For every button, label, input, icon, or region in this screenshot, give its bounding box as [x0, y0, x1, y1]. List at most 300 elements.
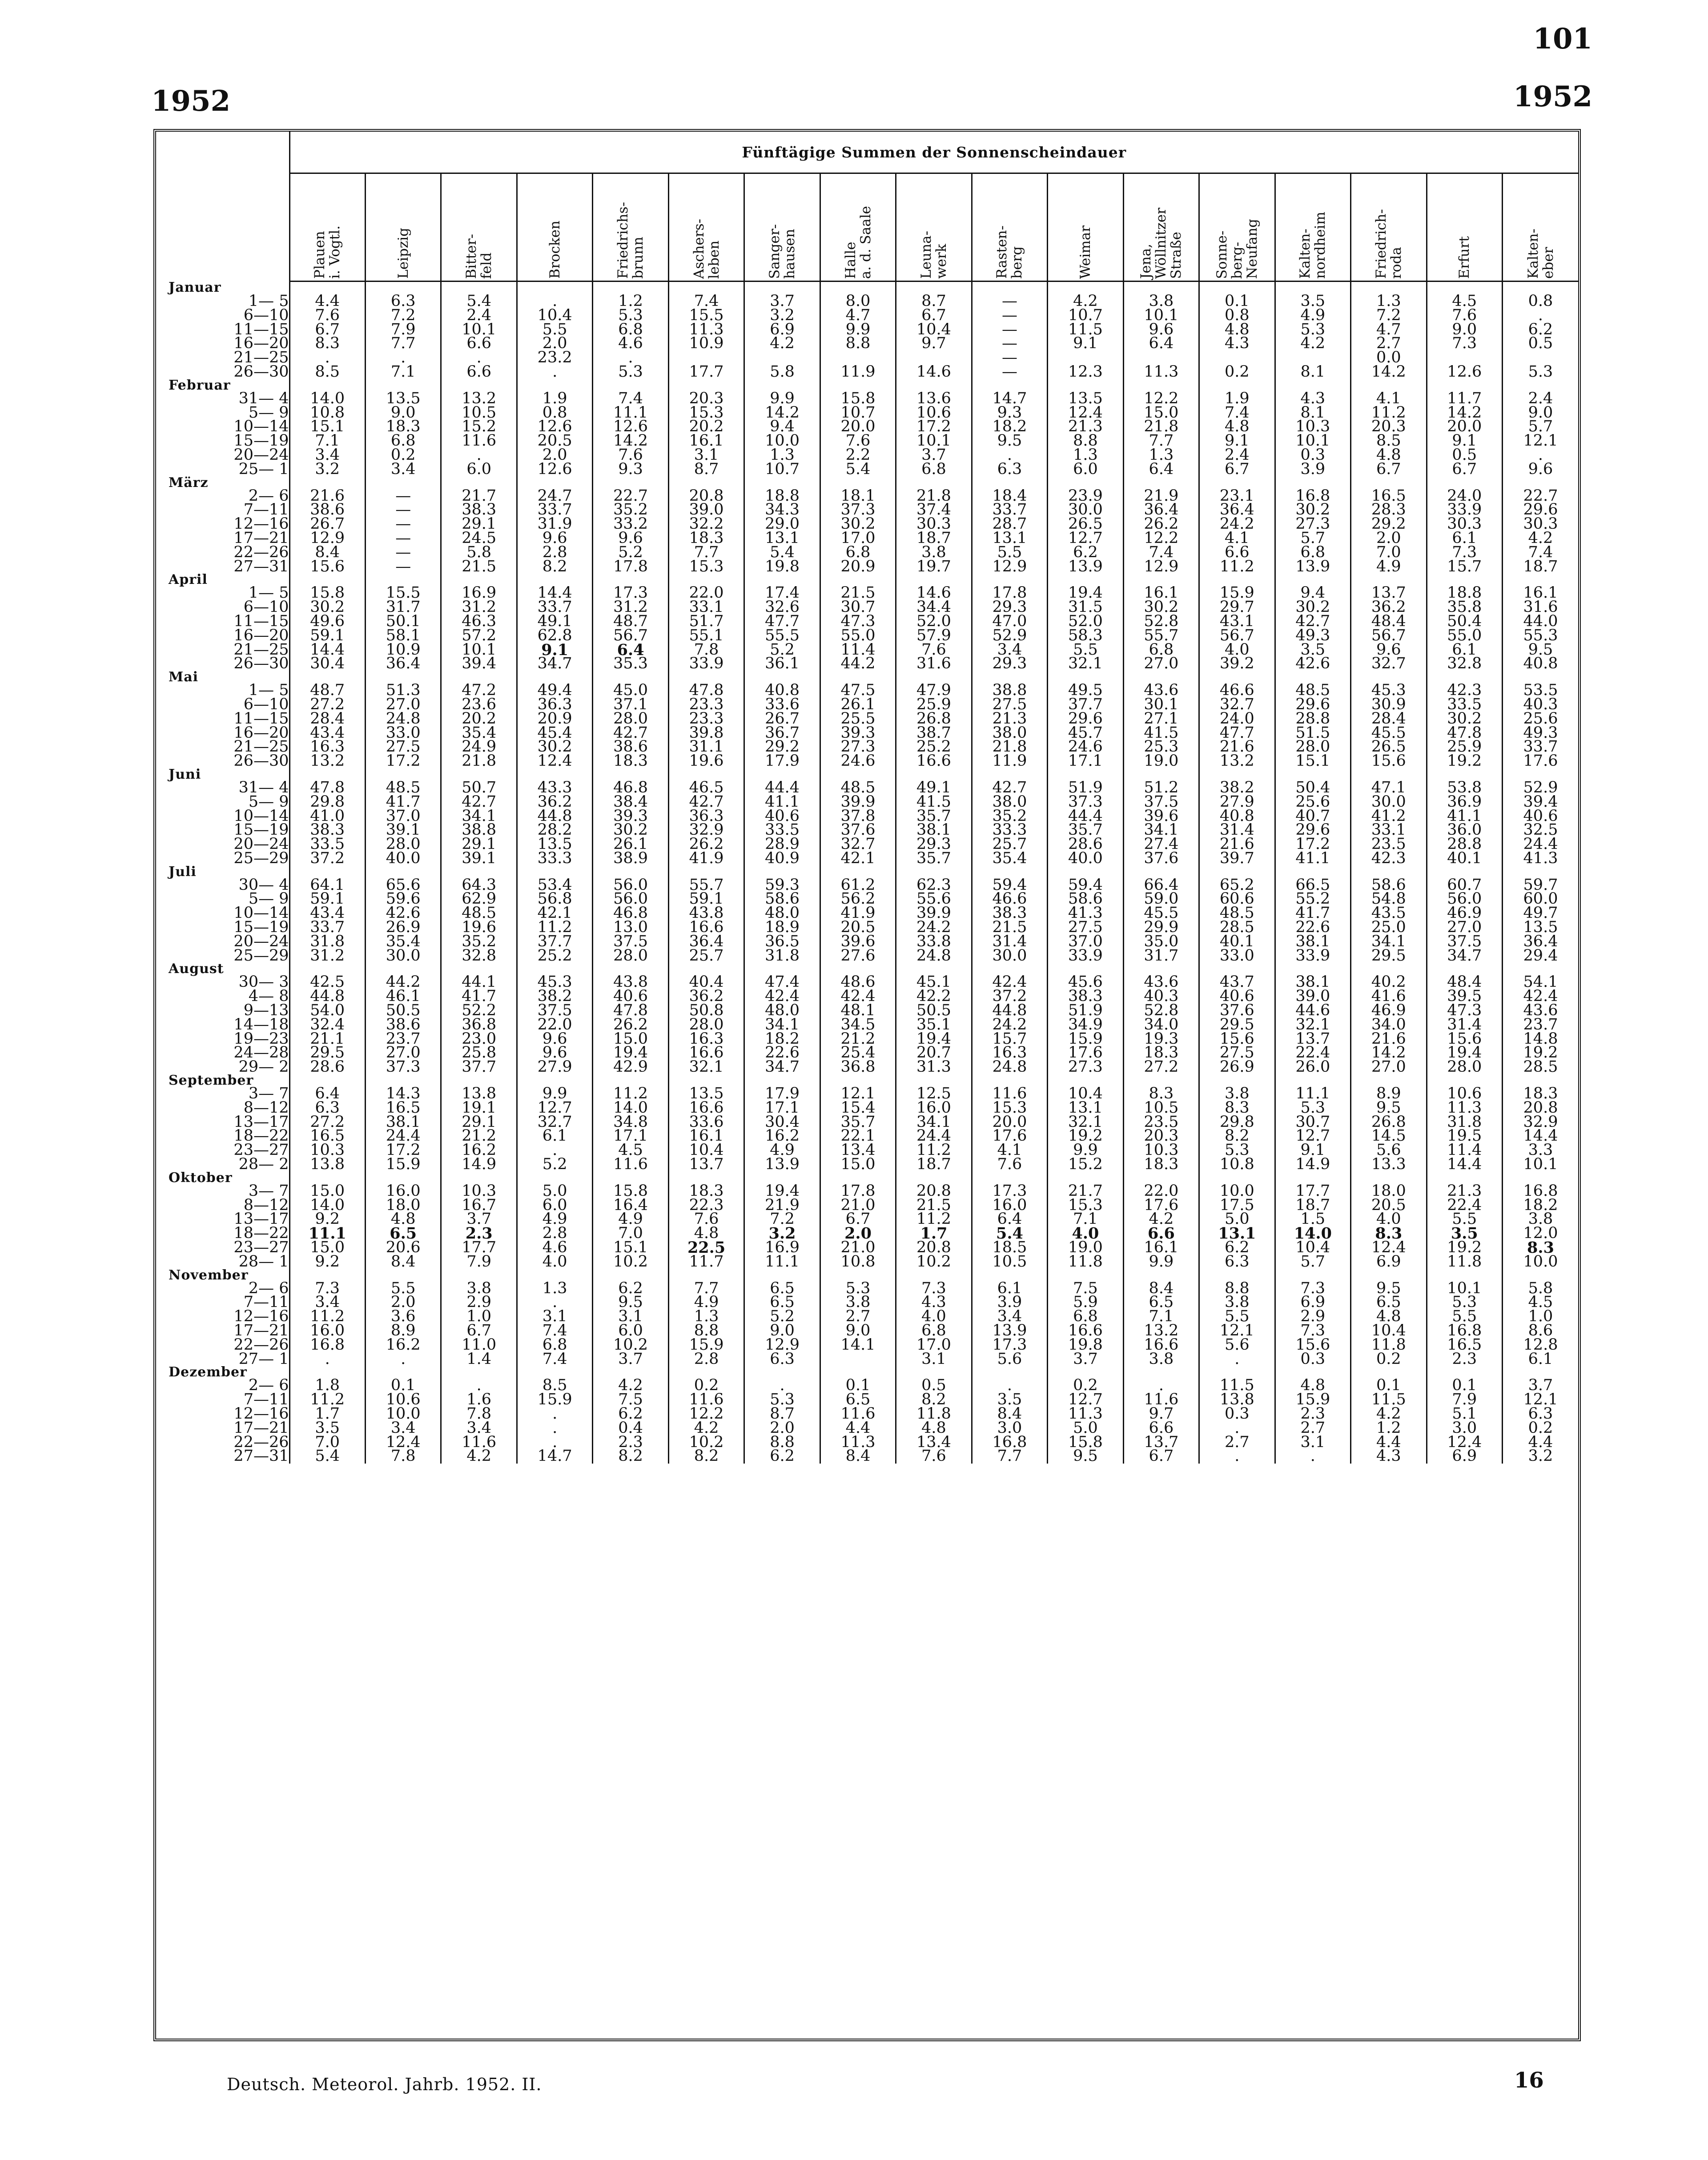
value-cell: 3.5 — [1275, 294, 1350, 309]
value-cell: 31.7 — [365, 600, 441, 615]
value-cell: 16.3 — [972, 1046, 1047, 1060]
value-cell: 30.0 — [365, 949, 441, 963]
value-cell: 20.5 — [517, 434, 592, 448]
value-cell: 2.0 — [517, 337, 592, 351]
value-cell: 13.5 — [365, 392, 441, 406]
value-cell: 33.3 — [972, 823, 1047, 837]
value-cell: 38.6 — [289, 503, 365, 517]
value-cell: 2.0 — [365, 1295, 441, 1310]
value-cell: 4.3 — [1275, 392, 1350, 406]
value-cell: 18.3 — [593, 754, 668, 768]
value-cell: 59.4 — [1048, 878, 1123, 893]
value-cell: 32.1 — [668, 1060, 744, 1074]
value-cell: 4.9 — [593, 1212, 668, 1227]
value-cell: 42.1 — [517, 906, 592, 921]
period-label: 10—14 — [233, 904, 289, 922]
value-cell: 50.4 — [1427, 615, 1502, 629]
value-cell: 9.5 — [1503, 643, 1579, 657]
value-cell: 8.8 — [1199, 1282, 1275, 1296]
value-cell: 17.6 — [1048, 1046, 1123, 1060]
value-cell: 4.8 — [1275, 1379, 1350, 1393]
value-cell: 3.5 — [1427, 1227, 1502, 1241]
value-cell: 36.4 — [1199, 503, 1275, 517]
value-cell: 23.9 — [1048, 489, 1123, 503]
value-cell: 47.8 — [289, 781, 365, 795]
value-cell: 24.4 — [1503, 837, 1579, 852]
value-cell: 0.8 — [1503, 294, 1579, 309]
value-cell: 2.0 — [1351, 531, 1427, 546]
value-cell: 38.6 — [365, 1018, 441, 1032]
value-cell: 1.2 — [1351, 1421, 1427, 1436]
value-cell: 3.5 — [289, 1421, 365, 1436]
value-cell: 7.4 — [517, 1324, 592, 1338]
value-cell: 39.3 — [820, 726, 896, 740]
value-cell: 15.3 — [972, 1101, 1047, 1115]
value-cell: 5.3 — [1427, 1295, 1502, 1310]
value-cell: 3.0 — [972, 1421, 1047, 1436]
value-cell: 59.7 — [1503, 878, 1579, 893]
value-cell: 5.6 — [1199, 1338, 1275, 1352]
value-cell: 0.4 — [593, 1421, 668, 1436]
period-label: 29— 2 — [238, 1058, 289, 1076]
value-cell: 8.5 — [289, 365, 365, 379]
value-cell: 56.0 — [593, 878, 668, 893]
value-cell: 42.7 — [441, 795, 517, 809]
value-cell: 15.6 — [1199, 1032, 1275, 1046]
value-cell: 39.0 — [1275, 989, 1350, 1004]
value-cell: 10.1 — [441, 323, 517, 337]
value-cell: 51.5 — [1275, 726, 1350, 740]
value-cell: 1.3 — [1351, 294, 1427, 309]
value-cell: 8.8 — [1048, 434, 1123, 448]
value-cell: 6.0 — [517, 1199, 592, 1213]
value-cell: 43.8 — [668, 906, 744, 921]
value-cell: 23.5 — [1351, 837, 1427, 852]
value-cell: 11.9 — [972, 754, 1047, 768]
value-cell: 30.0 — [1048, 503, 1123, 517]
value-cell: 6.2 — [593, 1407, 668, 1421]
value-cell: 30.1 — [1123, 698, 1199, 712]
value-cell: 31.5 — [1048, 600, 1123, 615]
value-cell: 18.2 — [1503, 1199, 1579, 1213]
period-label: 13—17 — [233, 1210, 289, 1228]
value-cell: 7.1 — [289, 434, 365, 448]
value-cell: 31.1 — [668, 740, 744, 754]
table-row — [156, 1158, 1578, 1172]
value-cell: 30.2 — [517, 740, 592, 754]
value-cell: 19.8 — [1048, 1338, 1123, 1352]
value-cell: — — [365, 503, 441, 517]
value-cell: 14.9 — [1275, 1158, 1350, 1172]
value-cell: 11.2 — [289, 1310, 365, 1324]
value-cell: 10.2 — [593, 1255, 668, 1269]
value-cell: 15.5 — [365, 586, 441, 600]
value-cell: 56.7 — [1199, 629, 1275, 643]
value-cell: — — [972, 337, 1047, 351]
value-cell: 9.3 — [972, 406, 1047, 420]
value-cell: 9.9 — [1123, 1255, 1199, 1269]
value-cell: . — [517, 365, 592, 379]
value-cell: 3.4 — [289, 1295, 365, 1310]
value-cell: 1.0 — [1503, 1310, 1579, 1324]
value-cell: 10.8 — [289, 406, 365, 420]
value-cell: 5.8 — [441, 546, 517, 560]
value-cell: 11.2 — [1199, 560, 1275, 574]
value-cell: 28.4 — [1351, 712, 1427, 726]
value-cell: 3.6 — [365, 1310, 441, 1324]
value-cell: 6.2 — [744, 1449, 820, 1464]
table-title: Fünftägige Summen der Sonnenscheindauer — [289, 132, 1578, 173]
value-cell: 6.5 — [1123, 1295, 1199, 1310]
value-cell: 55.3 — [1503, 629, 1579, 643]
value-cell: 4.1 — [1351, 392, 1427, 406]
value-cell: 1.3 — [668, 1310, 744, 1324]
value-cell: 19.1 — [441, 1101, 517, 1115]
value-cell: 13.8 — [1199, 1393, 1275, 1407]
value-cell: 13.2 — [441, 392, 517, 406]
value-cell: 33.6 — [668, 1115, 744, 1130]
value-cell: 32.1 — [1048, 657, 1123, 671]
value-cell: 42.3 — [1427, 684, 1502, 698]
value-cell: 5.7 — [1275, 1255, 1350, 1269]
value-cell: 7.6 — [972, 1158, 1047, 1172]
value-cell: 12.9 — [972, 560, 1047, 574]
value-cell: 62.3 — [896, 878, 972, 893]
value-cell: 13.5 — [668, 1087, 744, 1101]
value-cell: 40.2 — [1351, 975, 1427, 989]
value-cell: 65.6 — [365, 878, 441, 893]
value-cell: 27.1 — [1123, 712, 1199, 726]
value-cell: 55.6 — [896, 892, 972, 906]
value-cell: 0.2 — [668, 1379, 744, 1393]
value-cell: 42.6 — [365, 906, 441, 921]
value-cell: 7.4 — [517, 1352, 592, 1367]
value-cell: — — [972, 294, 1047, 309]
value-cell: 3.4 — [289, 448, 365, 463]
value-cell: 5.6 — [1351, 1143, 1427, 1158]
value-cell: 4.0 — [1048, 1227, 1123, 1241]
station-header — [441, 173, 517, 282]
value-cell: 24.8 — [972, 1060, 1047, 1074]
value-cell: 15.3 — [668, 560, 744, 574]
value-cell: 20.6 — [365, 1241, 441, 1255]
value-cell: 16.1 — [1123, 586, 1199, 600]
value-cell: 15.9 — [1048, 1032, 1123, 1046]
period-label: 21—25 — [233, 640, 289, 659]
value-cell: . — [517, 1143, 592, 1158]
value-cell: 10.5 — [441, 406, 517, 420]
value-cell: 13.9 — [744, 1158, 820, 1172]
value-cell: 3.2 — [744, 1227, 820, 1241]
value-cell: 4.2 — [593, 1379, 668, 1393]
value-cell: 6.9 — [1275, 1295, 1350, 1310]
value-cell: 9.2 — [289, 1212, 365, 1227]
value-cell: 60.6 — [1199, 892, 1275, 906]
period-label: 31— 4 — [238, 778, 289, 796]
station-header — [1048, 173, 1123, 282]
value-cell: 39.4 — [1503, 795, 1579, 809]
value-cell: 21.8 — [441, 754, 517, 768]
value-cell: 19.4 — [744, 1184, 820, 1199]
value-cell: 39.9 — [820, 795, 896, 809]
value-cell: 28.8 — [1275, 712, 1350, 726]
value-cell: 42.5 — [289, 975, 365, 989]
value-cell: 52.0 — [896, 615, 972, 629]
value-cell: 6.1 — [972, 1282, 1047, 1296]
value-cell: 27.5 — [972, 698, 1047, 712]
value-cell: 50.4 — [1275, 781, 1350, 795]
value-cell: 17.1 — [1048, 754, 1123, 768]
value-cell: 8.3 — [289, 337, 365, 351]
value-cell: 20.0 — [1427, 420, 1502, 434]
value-cell: 40.3 — [1123, 989, 1199, 1004]
value-cell: 4.2 — [1351, 1407, 1427, 1421]
value-cell: 7.8 — [365, 1449, 441, 1464]
table-row — [156, 1352, 1578, 1367]
value-cell: 29.7 — [1199, 600, 1275, 615]
value-cell: 0.8 — [1199, 309, 1275, 323]
value-cell: 10.9 — [668, 337, 744, 351]
value-cell: 11.3 — [1123, 365, 1199, 379]
value-cell: 10.2 — [593, 1338, 668, 1352]
value-cell: 17.3 — [593, 586, 668, 600]
value-cell: 37.0 — [365, 809, 441, 824]
value-cell: 2.7 — [820, 1310, 896, 1324]
value-cell: 28.0 — [668, 1018, 744, 1032]
value-cell: 31.4 — [1199, 823, 1275, 837]
value-cell: 0.8 — [517, 406, 592, 420]
value-cell: 14.2 — [1427, 406, 1502, 420]
value-cell: 6.4 — [1123, 463, 1199, 477]
value-cell: 10.2 — [896, 1255, 972, 1269]
value-cell: 6.2 — [593, 1282, 668, 1296]
value-cell: 40.0 — [1048, 852, 1123, 866]
value-cell: 1.3 — [744, 448, 820, 463]
station-header — [972, 173, 1047, 282]
value-cell: 5.2 — [593, 546, 668, 560]
value-cell: 31.8 — [744, 949, 820, 963]
value-cell: 3.8 — [1123, 1352, 1199, 1367]
value-cell: 29.1 — [441, 517, 517, 531]
value-cell: 42.4 — [820, 989, 896, 1004]
value-cell: 13.9 — [972, 1324, 1047, 1338]
value-cell: 39.8 — [668, 726, 744, 740]
value-cell: 5.6 — [972, 1352, 1047, 1367]
period-label: 27— 1 — [238, 1350, 289, 1368]
value-cell: 6.7 — [1123, 1449, 1199, 1464]
value-cell: 18.2 — [972, 420, 1047, 434]
value-cell: 9.0 — [365, 406, 441, 420]
value-cell: 3.0 — [1427, 1421, 1502, 1436]
value-cell: 5.2 — [744, 643, 820, 657]
value-cell: 8.2 — [593, 1449, 668, 1464]
value-cell: 42.4 — [1503, 989, 1579, 1004]
value-cell: 3.1 — [517, 1310, 592, 1324]
value-cell: 31.9 — [517, 517, 592, 531]
value-cell: 33.5 — [289, 837, 365, 852]
value-cell: 10.4 — [896, 323, 972, 337]
value-cell: 0.2 — [1503, 1421, 1579, 1436]
value-cell: 24.0 — [1199, 712, 1275, 726]
value-cell: 16.9 — [744, 1241, 820, 1255]
value-cell: 35.7 — [1048, 823, 1123, 837]
header-corner — [156, 132, 289, 282]
value-cell: 4.1 — [1199, 531, 1275, 546]
value-cell: 35.8 — [1427, 600, 1502, 615]
value-cell: 14.2 — [1351, 365, 1427, 379]
value-cell: 12.2 — [1123, 392, 1199, 406]
value-cell: 9.5 — [593, 1295, 668, 1310]
value-cell: 4.9 — [517, 1212, 592, 1227]
value-cell: 5.2 — [744, 1310, 820, 1324]
value-cell: 49.1 — [517, 615, 592, 629]
value-cell: 14.2 — [593, 434, 668, 448]
value-cell: 30.4 — [289, 657, 365, 671]
value-cell: 6.8 — [896, 463, 972, 477]
value-cell: 48.5 — [1199, 906, 1275, 921]
station-header — [1351, 173, 1427, 282]
value-cell: 27.0 — [365, 698, 441, 712]
value-cell: 5.3 — [744, 1393, 820, 1407]
value-cell: 48.7 — [593, 615, 668, 629]
value-cell: 33.2 — [593, 517, 668, 531]
period-label: 18—22 — [233, 1224, 289, 1243]
value-cell: 51.7 — [668, 615, 744, 629]
value-cell: 27.2 — [1123, 1060, 1199, 1074]
value-cell: 25.4 — [820, 1046, 896, 1060]
value-cell: 13.7 — [1123, 1436, 1199, 1450]
value-cell: 4.5 — [593, 1143, 668, 1158]
value-cell: 28.6 — [289, 1060, 365, 1074]
period-label: 6—10 — [243, 598, 289, 616]
value-cell: 6.7 — [1427, 463, 1502, 477]
value-cell: 22.4 — [1275, 1046, 1350, 1060]
value-cell: 38.8 — [972, 684, 1047, 698]
table-row — [156, 463, 1578, 477]
value-cell: 16.5 — [1351, 489, 1427, 503]
value-cell: 34.5 — [820, 1018, 896, 1032]
value-cell: 4.2 — [441, 1449, 517, 1464]
value-cell: 0.2 — [1048, 1379, 1123, 1393]
value-cell: 56.7 — [1351, 629, 1427, 643]
value-cell: 3.7 — [896, 448, 972, 463]
value-cell: 11.1 — [1275, 1087, 1350, 1101]
value-cell: 4.2 — [1275, 337, 1350, 351]
period-label: 14—18 — [233, 1015, 289, 1034]
value-cell: 2.2 — [820, 448, 896, 463]
value-cell: 30.2 — [820, 517, 896, 531]
value-cell: 14.6 — [896, 365, 972, 379]
value-cell: 21.8 — [1123, 420, 1199, 434]
value-cell: 15.8 — [1048, 1436, 1123, 1450]
value-cell: 6.8 — [517, 1338, 592, 1352]
value-cell: . — [1123, 1379, 1199, 1393]
value-cell: 11.6 — [668, 1393, 744, 1407]
table-row — [156, 1338, 1578, 1352]
value-cell: 2.8 — [517, 1227, 592, 1241]
value-cell: 4.0 — [1199, 643, 1275, 657]
value-cell: 6.5 — [1351, 1295, 1427, 1310]
value-cell: 24.5 — [441, 531, 517, 546]
value-cell: 6.3 — [289, 1101, 365, 1115]
period-label: 5— 9 — [248, 890, 289, 908]
value-cell: 11.3 — [820, 1436, 896, 1450]
value-cell: 9.0 — [1427, 323, 1502, 337]
value-cell: 40.6 — [744, 809, 820, 824]
value-cell: . — [744, 1379, 820, 1393]
value-cell: 51.9 — [1048, 1004, 1123, 1018]
value-cell: 11.2 — [896, 1143, 972, 1158]
value-cell: 7.3 — [896, 1282, 972, 1296]
station-name: Plauen i. Vogtl. — [312, 225, 343, 279]
value-cell: 43.3 — [517, 781, 592, 795]
value-cell: 30.2 — [593, 823, 668, 837]
value-cell: 27.5 — [1199, 1046, 1275, 1060]
value-cell: 56.7 — [593, 629, 668, 643]
period-label: 2— 6 — [248, 487, 289, 505]
value-cell: 38.1 — [1275, 975, 1350, 989]
value-cell: 0.5 — [896, 1379, 972, 1393]
value-cell: 47.7 — [744, 615, 820, 629]
value-cell: 37.5 — [593, 935, 668, 949]
value-cell: 37.6 — [1123, 852, 1199, 866]
value-cell: 57.9 — [896, 629, 972, 643]
value-cell: 7.9 — [365, 323, 441, 337]
value-cell: 33.9 — [1427, 503, 1502, 517]
value-cell: 7.1 — [1048, 1212, 1123, 1227]
value-cell: 8.7 — [744, 1407, 820, 1421]
value-cell: 9.9 — [1048, 1143, 1123, 1158]
value-cell: 17.8 — [820, 1184, 896, 1199]
value-cell: 10.1 — [1123, 309, 1199, 323]
month-label: Oktober — [169, 1170, 233, 1186]
value-cell: 5.3 — [1275, 1101, 1350, 1115]
month-label: Dezember — [169, 1364, 247, 1380]
value-cell: 23.1 — [1199, 489, 1275, 503]
value-cell: 4.2 — [668, 1421, 744, 1436]
value-cell: 47.3 — [1427, 1004, 1502, 1018]
value-cell: 38.6 — [593, 740, 668, 754]
value-cell: 24.0 — [1427, 489, 1502, 503]
value-cell: 19.6 — [668, 754, 744, 768]
value-cell: 30.2 — [1427, 712, 1502, 726]
value-cell: 6.7 — [1351, 463, 1427, 477]
value-cell: 31.2 — [593, 600, 668, 615]
value-cell: 17.2 — [1275, 837, 1350, 852]
value-cell: 6.4 — [289, 1087, 365, 1101]
value-cell: 3.5 — [972, 1393, 1047, 1407]
value-cell: 7.6 — [593, 448, 668, 463]
value-cell: 17.8 — [593, 560, 668, 574]
value-cell: 28.7 — [972, 517, 1047, 531]
value-cell: 6.0 — [593, 1324, 668, 1338]
value-cell: 58.3 — [1048, 629, 1123, 643]
value-cell: 49.6 — [289, 615, 365, 629]
value-cell: 50.5 — [365, 1004, 441, 1018]
value-cell: 10.7 — [820, 406, 896, 420]
value-cell: 29.5 — [1351, 949, 1427, 963]
value-cell: 28.9 — [744, 837, 820, 852]
value-cell: 31.8 — [1427, 1115, 1502, 1130]
value-cell: 40.0 — [365, 852, 441, 866]
value-cell: 3.4 — [972, 1310, 1047, 1324]
value-cell: 5.5 — [1427, 1310, 1502, 1324]
period-label: 2— 6 — [248, 1376, 289, 1395]
station-header — [365, 173, 441, 282]
value-cell: 9.6 — [517, 1046, 592, 1060]
period-label: 12—16 — [233, 1404, 289, 1423]
value-cell: 15.9 — [1275, 1393, 1350, 1407]
